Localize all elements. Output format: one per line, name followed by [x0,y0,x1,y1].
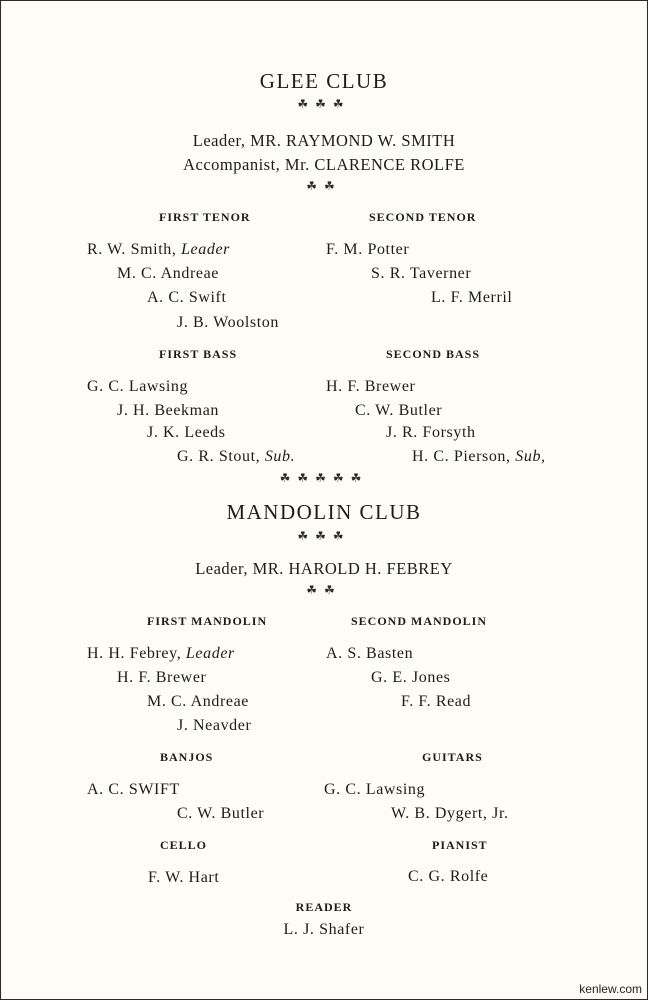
cello-heading: CELLO [160,838,208,852]
second-mandolin-member: G. E. Jones [371,669,451,686]
first-tenor-heading: FIRST TENOR [159,210,251,224]
first-tenor-member: M. C. Andreae [117,265,220,282]
second-tenor-member: L. F. Merril [431,289,513,306]
second-mandolin-heading: SECOND MANDOLIN [351,614,488,628]
second-bass-member: H. C. Pierson, Sub, [412,448,546,465]
banjo-member: A. C. SWIFT [87,781,180,798]
second-bass-member: C. W. Butler [355,402,443,419]
second-tenor-member: F. M. Potter [326,241,410,258]
cello-member: F. W. Hart [148,869,220,886]
first-bass-heading: FIRST BASS [159,347,238,361]
second-bass-member: J. R. Forsyth [386,424,476,441]
pianist-member: C. G. Rolfe [408,868,489,885]
pianist-heading: PIANIST [432,838,488,852]
guitars-heading: GUITARS [422,750,483,764]
second-tenor-member: S. R. Taverner [371,265,472,282]
second-mandolin-member: F. F. Read [401,693,472,710]
first-mandolin-heading: FIRST MANDOLIN [147,614,268,628]
clover-ornament-icon: ☘☘☘ [297,97,351,111]
first-mandolin-member: J. Neavder [177,717,252,734]
banjo-member: C. W. Butler [177,805,265,822]
guitar-member: W. B. Dygert, Jr. [391,805,509,822]
guitar-member: G. C. Lawsing [324,781,426,798]
first-bass-member: J. K. Leeds [147,424,226,441]
clover-ornament-icon: ☘☘ [306,583,342,597]
second-mandolin-member: A. S. Basten [326,645,414,662]
first-tenor-member: J. B. Woolston [177,314,279,331]
mandolin-leader-line: Leader, MR. HAROLD H. FEBREY [195,559,453,578]
clover-ornament-icon: ☘☘ [306,179,342,193]
first-mandolin-member: H. F. Brewer [117,669,207,686]
first-mandolin-member: M. C. Andreae [147,693,250,710]
reader-heading: READER [295,900,353,914]
glee-club-title: GLEE CLUB [259,69,389,93]
watermark: kenlew.com [579,982,642,996]
second-bass-heading: SECOND BASS [386,347,481,361]
clover-ornament-icon: ☘☘☘ [297,529,351,543]
second-bass-member: H. F. Brewer [326,378,416,395]
first-tenor-member: A. C. Swift [147,289,227,306]
banjos-heading: BANJOS [160,750,214,764]
reader-member: L. J. Shafer [283,921,365,938]
first-bass-member: G. C. Lawsing [87,378,189,395]
glee-accompanist-line: Accompanist, Mr. CLARENCE ROLFE [183,155,465,174]
first-tenor-member: R. W. Smith, Leader [87,241,230,258]
mandolin-club-title: MANDOLIN CLUB [226,500,422,524]
first-bass-member: G. R. Stout, Sub. [177,448,296,465]
first-bass-member: J. H. Beekman [117,402,220,419]
clover-ornament-icon: ☘☘☘☘☘ [279,471,369,485]
first-mandolin-member: H. H. Febrey, Leader [87,645,235,662]
second-tenor-heading: SECOND TENOR [369,210,477,224]
glee-leader-line: Leader, MR. RAYMOND W. SMITH [192,131,456,150]
